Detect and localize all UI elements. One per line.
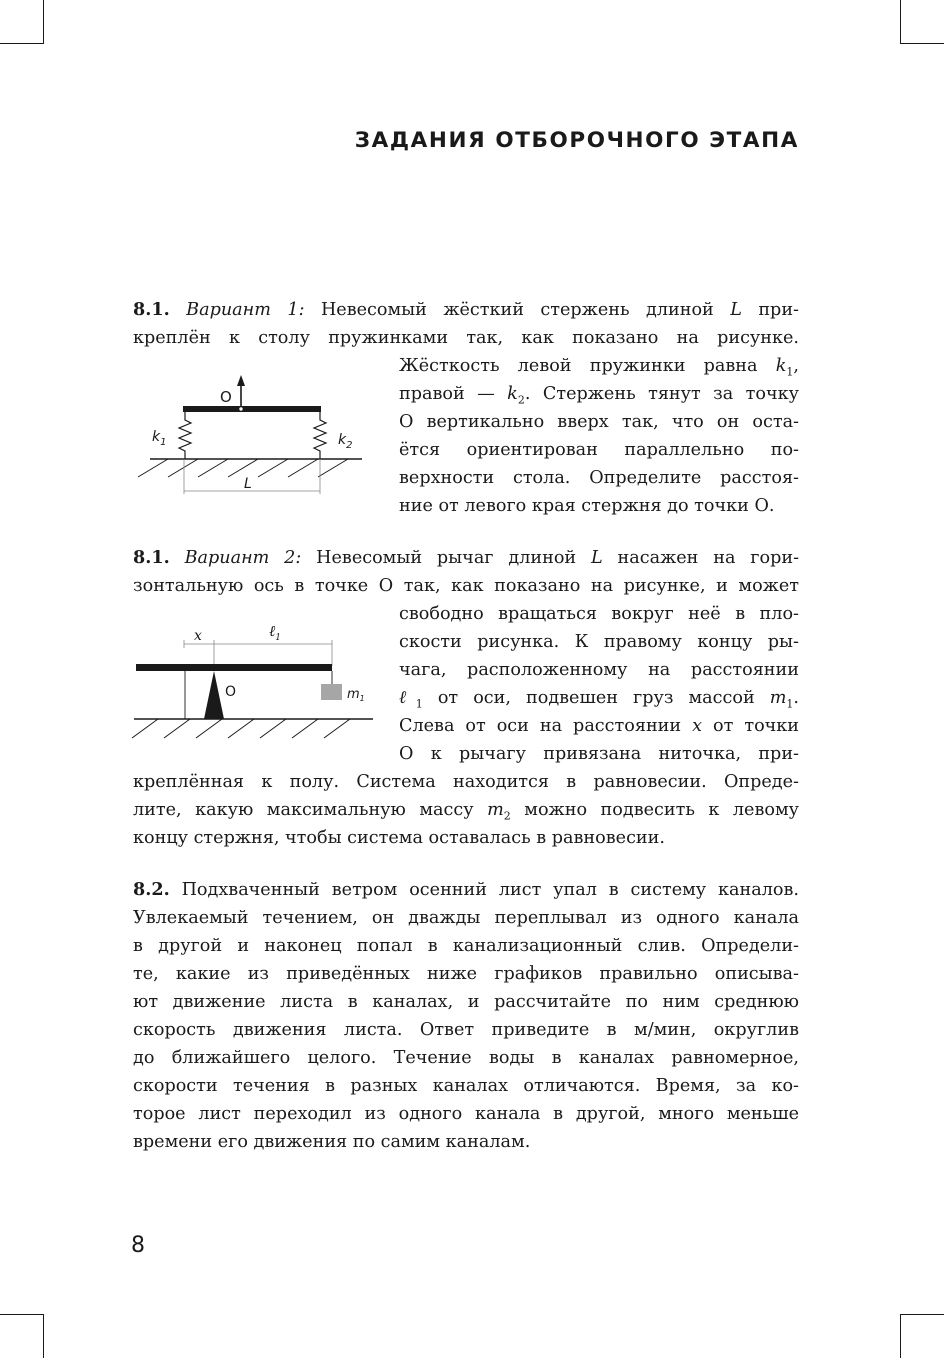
- fulcrum: [204, 671, 224, 719]
- text-line: до ближайшего целого. Течение воды в каналах равномерное,: [133, 1048, 799, 1068]
- force-arrow-head: [237, 375, 245, 386]
- label-o: O: [225, 684, 237, 700]
- text-line: Слева от оси на расстоянии x от точки: [399, 716, 800, 736]
- text-line: лите, какую максимальную массу $m_2$ можно подвесить к левому: [133, 800, 799, 823]
- text-line: О к рычагу привязана ниточка, при-: [399, 744, 799, 764]
- crop-mark-top-left-v: [43, 0, 44, 44]
- crop-mark-top-right-h: [900, 43, 944, 44]
- label-l1: ℓ$_1$: [269, 622, 281, 643]
- text-line: в другой и наконец попал в канализационный слив. Определи-: [133, 936, 799, 956]
- right-spring: [314, 412, 326, 459]
- label-k2: $k_2$: [338, 432, 353, 451]
- text-line: торое лист переходил из одного канала в другой, много меньше: [133, 1104, 799, 1124]
- text-line: 8.2. Подхваченный ветром осенний лист упал в систему каналов.: [133, 879, 799, 900]
- crop-mark-bottom-right-v: [900, 1314, 901, 1358]
- text-line: креплённая к полу. Система находится в равновесии. Опреде-: [133, 772, 799, 792]
- page-number: 8: [131, 1233, 145, 1258]
- label-k1: $k_1$: [152, 429, 167, 448]
- text-line: Жёсткость левой пружинки равна $k_1$,: [399, 356, 800, 379]
- label-o: O: [220, 388, 232, 406]
- text-line: те, какие из приведённых ниже графиков правильно описыва-: [133, 964, 799, 984]
- text-line: ℓ$_1$ от оси, подвешен груз массой $m_1$.: [399, 688, 800, 711]
- crop-mark-top-right-v: [900, 0, 901, 44]
- ground-hatching: [132, 719, 350, 738]
- text-line: ётся ориентирован параллельно по-: [399, 440, 799, 460]
- label-m1: $m_1$: [347, 687, 365, 703]
- page-title: ЗАДАНИЯ ОТБОРОЧНОГО ЭТАПА: [354, 128, 799, 153]
- crop-mark-top-left-h: [0, 43, 44, 44]
- left-spring: [179, 412, 191, 459]
- spring-rod-figure: [130, 372, 370, 502]
- label-l: L: [244, 476, 252, 492]
- text-line: скости рисунка. К правому концу ры-: [399, 632, 799, 652]
- text-line: ние от левого края стержня до точки О.: [399, 496, 775, 516]
- crop-mark-bottom-left-h: [0, 1314, 44, 1315]
- ground-hatching: [138, 459, 348, 477]
- text-line: правой — $k_2$. Стержень тянут за точку: [399, 384, 799, 407]
- point-o: [239, 407, 243, 411]
- text-line: скорость движения листа. Ответ приведите в м/мин, округлив: [133, 1020, 799, 1040]
- text-line: скорости течения в разных каналах отличаются. Время, за ко-: [133, 1076, 799, 1096]
- lever: [136, 664, 332, 671]
- crop-mark-bottom-right-h: [900, 1314, 944, 1315]
- text-line: чага, расположенному на расстоянии: [399, 660, 799, 680]
- text-line: креплён к столу пружинками так, как показано на рисунке.: [133, 328, 799, 348]
- rod: [183, 406, 321, 412]
- text-line: зонтальную ось в точке О так, как показано на рисунке, и может: [133, 576, 799, 596]
- text-line: Увлекаемый течением, он дважды переплывал из одного канала: [133, 908, 799, 928]
- weight-m1: [321, 684, 342, 700]
- text-line: верхности стола. Определите расстоя-: [399, 468, 799, 488]
- text-line: 8.1. Вариант 2: Невесомый рычаг длиной L насажен на гори-: [133, 547, 800, 568]
- text-line: О вертикально вверх так, что он оста-: [399, 412, 799, 432]
- text-line: ют движение листа в каналах, и рассчитайте по ним среднюю: [133, 992, 799, 1012]
- text-line: концу стержня, чтобы система оставалась в равновесии.: [133, 828, 665, 848]
- text-line: свободно вращаться вокруг неё в пло-: [399, 604, 799, 624]
- text-line: времени его движения по самим каналам.: [133, 1132, 531, 1152]
- crop-mark-bottom-left-v: [43, 1314, 44, 1358]
- label-x: x: [194, 628, 202, 644]
- text-line: 8.1. Вариант 1: Невесомый жёсткий стержень длиной L при-: [133, 299, 799, 320]
- lever-figure: [128, 616, 378, 746]
